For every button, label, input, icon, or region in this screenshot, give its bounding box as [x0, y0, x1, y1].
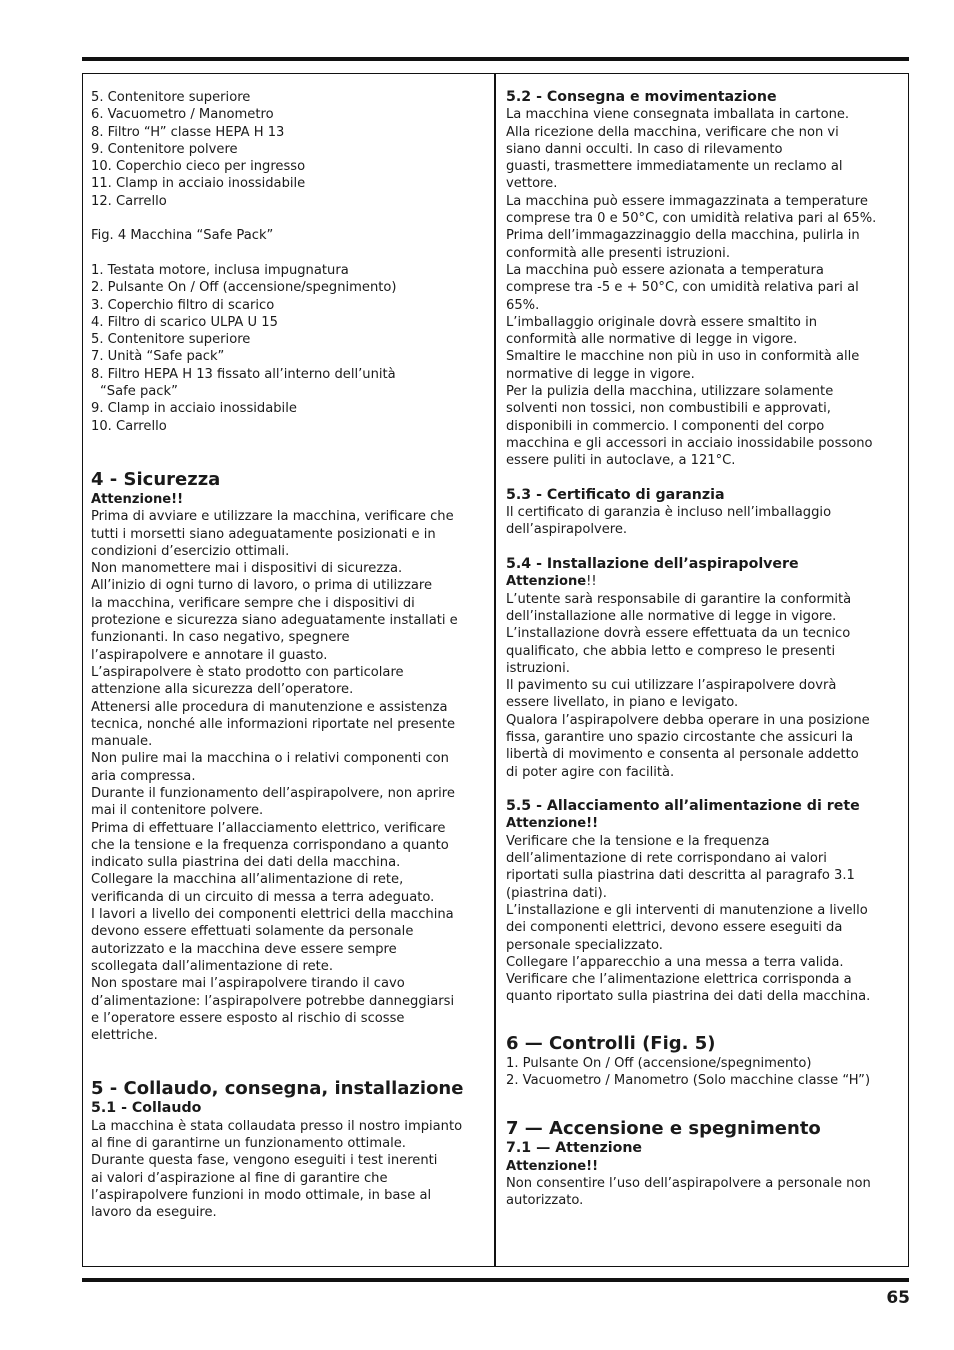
section-5-1-body-line: al fine di garantirne un funzionamento ottimale. [91, 1136, 406, 1152]
section-5-4-body-line: libertà di movimento e consenta al personale addetto [506, 747, 859, 763]
section-6-body-line: 1. Pulsante On / Off (accensione/spegnimento) [506, 1055, 812, 1071]
section-5-5-body-line: quanto riportato sulla piastrina dei dati della macchina. [506, 989, 871, 1005]
section-5-1-body-line: lavoro da eseguire. [91, 1205, 217, 1221]
section-4-body-line: tecnica, nonché alle informazioni riportate nel presente [91, 716, 456, 732]
component-list-1-line: 9. Contenitore polvere [91, 141, 238, 157]
section-5-5-warning: Attenzione!! [506, 816, 599, 832]
section-4-body-line: funzionanti. In caso negativo, spegnere [91, 630, 350, 646]
section-5-2-body-line: Prima dell’immagazzinaggio della macchina, pulirla in [506, 228, 860, 244]
section-4-body-line: I lavori a livello dei componenti elettrici della macchina [91, 907, 454, 923]
component-list-1-line: 6. Vacuometro / Manometro [91, 107, 274, 123]
section-7-1-body [506, 1175, 904, 1210]
component-list-2-line: 5. Contenitore superiore [91, 332, 251, 348]
section-4-body-line: Non spostare mai l’aspirapolvere tirando il cavo [91, 976, 405, 992]
section-5-2-body-line: conformità alle normative di legge in vigore. [506, 332, 798, 348]
section-4-body-line: che la tensione e la frequenza corrispondano a quanto [91, 837, 449, 853]
component-list-1-line: 11. Clamp in acciaio inossidabile [91, 176, 306, 192]
section-4-body-line: Attenersi alle procedura di manutenzione e assistenza [91, 699, 448, 715]
section-5-2-body-line: conformità alle presenti istruzioni. [506, 245, 730, 261]
section-5-4-body-line: essere livellato, in piano e levigato. [506, 695, 739, 711]
section-5-2-title: 5.2 - Consegna e movimentazione [506, 89, 777, 105]
figure-4-caption: Fig. 4 Macchina “Safe Pack” [91, 228, 274, 244]
section-5-2-body-line: macchina e gli accessori in acciaio inossidabile possono [506, 435, 873, 451]
section-5-4-body-line: di poter agire con facilità. [506, 764, 675, 780]
list-item-continuation: “Safe pack” [100, 384, 178, 400]
section-4-body-line: Prima di avviare e utilizzare la macchina, verificare che [91, 509, 454, 525]
section-5-2-body-line: La macchina viene consegnata imballata in cartone. [506, 107, 850, 123]
section-5-1-body-line: l’aspirapolvere funzioni in modo ottimale, in base al [91, 1187, 432, 1203]
component-list-2-line: 4. Filtro di scarico ULPA U 15 [91, 314, 278, 330]
section-5-2-body-line: 65%. [506, 297, 540, 313]
component-list-2 [91, 262, 491, 383]
section-5-3-body-line: dell’aspirapolvere. [506, 522, 628, 538]
section-7-1-body-line: autorizzato. [506, 1193, 584, 1209]
section-5-2-body-line: Smaltire le macchine non più in uso in conformità alle [506, 349, 860, 365]
section-5-4-body-line: qualificato, che abbia letto e compreso le presenti [506, 643, 836, 659]
section-5-5-title: 5.5 - Allacciamento all’alimentazione di rete [506, 798, 860, 815]
warning-bold: Attenzione [506, 574, 587, 590]
section-7-title: 7 — Accensione e spegnimento [506, 1118, 821, 1140]
section-4-body-line: manuale. [91, 734, 153, 750]
section-4-body-line: L’aspirapolvere è stato prodotto con particolare [91, 664, 404, 680]
section-4-body-line: Non manomettere mai i dispositivi di sicurezza. [91, 561, 403, 577]
section-4-body-line: indicato sulla piastrina dei dati della macchina. [91, 855, 401, 871]
page-number: 65 [886, 1288, 910, 1308]
section-5-2-body-line: siano danni occulti. In caso di rilevamento [506, 141, 783, 157]
section-5-4-body-line: istruzioni. [506, 660, 570, 676]
section-4-body-line: All’inizio di ogni turno di lavoro, o prima di utilizzare [91, 578, 433, 594]
section-4-body-line: scollegata dall’alimentazione di rete. [91, 958, 334, 974]
section-4-body-line: attenzione alla sicurezza dell’operatore. [91, 682, 354, 698]
section-5-2-body-line: essere puliti in autoclave, a 121°C. [506, 453, 736, 469]
section-5-1-body-line: Durante questa fase, vengono eseguiti i test inerenti [91, 1153, 438, 1169]
section-5-4-body-line: Il pavimento su cui utilizzare l’aspirapolvere dovrà [506, 678, 837, 694]
section-5-title: 5 - Collaudo, consegna, installazione [91, 1078, 464, 1100]
section-5-2-body-line: guasti, trasmettere immediatamente un reclamo al [506, 159, 843, 175]
component-list-2-line: 8. Filtro HEPA H 13 fissato all’interno dell’unità [91, 366, 396, 382]
section-7-1-title: 7.1 — Attenzione [506, 1140, 643, 1157]
section-4-title: 4 - Sicurezza [91, 468, 221, 490]
section-6-body-line: 2. Vacuometro / Manometro (Solo macchine classe “H”) [506, 1073, 871, 1089]
section-5-1-body-line: ai valori d’aspirazione al fine di garantire che [91, 1170, 388, 1186]
section-5-5-body-line: L’installazione e gli interventi di manutenzione a livello [506, 902, 868, 918]
section-5-3-title: 5.3 - Certificato di garanzia [506, 486, 725, 503]
section-6-body [506, 1055, 904, 1090]
left-column [91, 89, 491, 1222]
component-list-3 [91, 400, 491, 435]
section-4-body-line: devono essere effettuati solamente da personale [91, 924, 414, 940]
section-4-warning: Attenzione!! [91, 491, 184, 507]
section-5-1-body-line: La macchina è stata collaudata presso il nostro impianto [91, 1118, 463, 1134]
section-4-body-line: condizioni d’esercizio ottimali. [91, 543, 290, 559]
section-4-body-line: d’alimentazione: l’aspirapolvere potrebbe danneggiarsi [91, 993, 455, 1009]
component-list-2-line: 3. Coperchio filtro di scarico [91, 297, 275, 313]
section-5-5-body-line: personale specializzato. [506, 937, 663, 953]
section-4-body-line: e l’operatore essere esposto al rischio di scosse [91, 1010, 405, 1026]
section-5-4-body-line: L’installazione dovrà essere effettuata da un tecnico [506, 626, 851, 642]
section-5-1-body [91, 1118, 491, 1222]
section-5-4-body-line: dell’installazione alle normative di legge in vigore. [506, 608, 837, 624]
section-5-5-body [506, 833, 904, 1006]
section-5-2-body-line: solventi non tossici, non combustibili e approvati, [506, 401, 831, 417]
section-5-5-body-line: Verificare che l’alimentazione elettrica corrisponda a [506, 972, 852, 988]
top-rule [82, 57, 909, 61]
section-5-2-body [506, 106, 904, 469]
section-5-2-body-line: comprese tra -5 e + 50°C, con umidità relativa pari al [506, 280, 859, 296]
section-4-body-line: mai il contenitore polvere. [91, 803, 264, 819]
section-5-3-body-line: Il certificato di garanzia è incluso nell’imballaggio [506, 505, 832, 521]
column-divider [494, 73, 496, 1267]
component-list-3-line: 10. Carrello [91, 418, 167, 434]
component-list-1-line: 8. Filtro “H” classe HEPA H 13 [91, 124, 285, 140]
section-4-body-line: Non pulire mai la macchina o i relativi componenti con [91, 751, 449, 767]
section-4-body-line: Durante il funzionamento dell’aspirapolvere, non aprire [91, 785, 455, 801]
section-5-4-body [506, 591, 904, 781]
warning-suffix: !! [586, 574, 597, 590]
section-5-2-body-line: disponibili in commercio. I componenti del corpo [506, 418, 825, 434]
section-4-body-line: Collegare la macchina all’alimentazione di rete, [91, 872, 404, 888]
component-list-2-line: 7. Unità “Safe pack” [91, 349, 225, 365]
section-5-5-body-line: Collegare l’apparecchio a una messa a terra valida. [506, 954, 844, 970]
section-5-2-body-line: Per la pulizia della macchina, utilizzare solamente [506, 384, 834, 400]
section-4-body [91, 508, 491, 1044]
section-5-2-body-line: Alla ricezione della macchina, verificare che non vi [506, 124, 839, 140]
right-column [506, 89, 904, 1210]
section-4-body-line: autorizzato e la macchina deve essere sempre [91, 941, 397, 957]
section-4-body-line: verificanda di un circuito di messa a terra adeguato. [91, 889, 435, 905]
section-5-2-body-line: comprese tra 0 e 50°C, con umidità relativa pari al 65%. [506, 211, 877, 227]
component-list-1-line: 12. Carrello [91, 193, 167, 209]
section-6-title: 6 — Controlli (Fig. 5) [506, 1032, 716, 1054]
section-4-body-line: la macchina, verificare sempre che i dispositivi di [91, 595, 415, 611]
component-list-2-line: 2. Pulsante On / Off (accensione/spegnimento) [91, 280, 397, 296]
section-5-1-title: 5.1 - Collaudo [91, 1100, 202, 1117]
section-4-body-line: tutti i morsetti siano adeguatamente posizionati e in [91, 526, 436, 542]
section-5-4-body-line: fissa, garantire uno spazio circostante che assicuri la [506, 729, 854, 745]
section-5-2-body-line: vettore. [506, 176, 558, 192]
component-list-1-line: 10. Coperchio cieco per ingresso [91, 159, 306, 175]
component-list-1 [91, 89, 491, 210]
component-list-3-line: 9. Clamp in acciaio inossidabile [91, 401, 297, 417]
section-5-2-body-line: L’imballaggio originale dovrà essere smaltito in [506, 314, 818, 330]
section-5-2-body-line: normative di legge in vigore. [506, 366, 695, 382]
section-5-5-body-line: dei componenti elettrici, devono essere eseguiti da [506, 920, 843, 936]
component-list-1-line: 5. Contenitore superiore [91, 90, 251, 105]
section-5-5-body-line: riportati sulla piastrina dati descritta al paragrafo 3.1 [506, 868, 855, 884]
section-5-2-body-line: La macchina può essere azionata a temperatura [506, 262, 824, 278]
section-5-5-body-line: Verificare che la tensione e la frequenza [506, 833, 770, 849]
section-5-5-body-line: dell’alimentazione di rete corrispondano ai valori [506, 851, 827, 867]
section-4-body-line: Prima di effettuare l’allacciamento elettrico, verificare [91, 820, 446, 836]
section-5-4-title: 5.4 - Installazione dell’aspirapolvere [506, 556, 799, 573]
section-5-4-warning [506, 573, 904, 590]
section-5-4-body-line: Qualora l’aspirapolvere debba operare in una posizione [506, 712, 870, 728]
section-5-3-body [506, 504, 904, 539]
section-4-body-line: elettriche. [91, 1028, 158, 1044]
section-7-1-body-line: Non consentire l’uso dell’aspirapolvere a personale non [506, 1175, 871, 1191]
section-5-5-body-line: (piastrina dati). [506, 885, 607, 901]
section-5-4-body-line: L’utente sarà responsabile di garantire la conformità [506, 591, 852, 607]
section-7-1-warning: Attenzione!! [506, 1158, 599, 1174]
section-4-body-line: aria compressa. [91, 768, 196, 784]
section-5-2-body-line: La macchina può essere immagazzinata a temperature [506, 193, 868, 209]
bottom-rule [82, 1278, 909, 1282]
section-4-body-line: l’aspirapolvere e annotare il guasto. [91, 647, 328, 663]
component-list-2-line: 1. Testata motore, inclusa impugnatura [91, 262, 349, 278]
section-4-body-line: protezione e sicurezza siano adeguatamente installati e [91, 613, 458, 629]
